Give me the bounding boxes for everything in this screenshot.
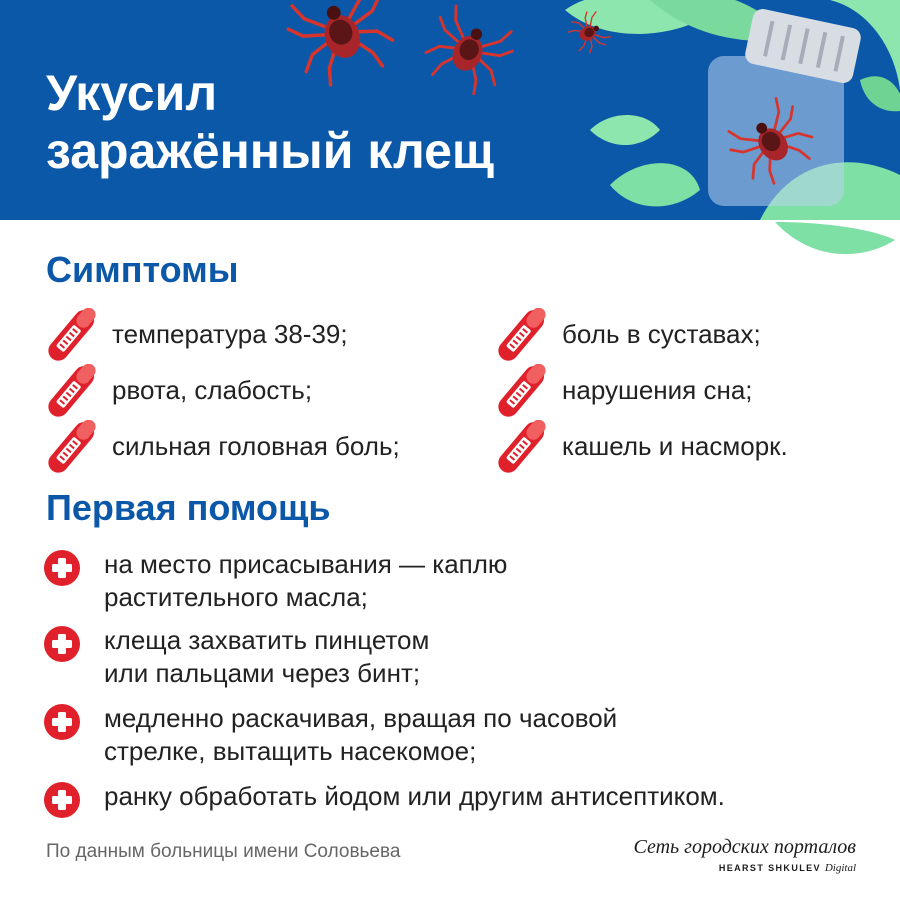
symptom-item <box>44 420 464 476</box>
symptom-item <box>494 420 900 476</box>
first-aid-line: или пальцами через бинт; <box>104 658 421 688</box>
thermometer-icon <box>494 364 554 420</box>
thermometer-icon <box>44 308 104 364</box>
symptom-item <box>494 364 900 420</box>
symptom-item <box>44 364 464 420</box>
first-aid-heading: Первая помощь <box>46 487 331 528</box>
medical-cross-icon <box>44 782 80 818</box>
first-aid-text <box>104 624 429 690</box>
title-line-1: Укусил <box>46 65 218 121</box>
brand-logo <box>633 836 870 880</box>
symptom-item <box>44 308 464 364</box>
brand-subtitle-italic: Digital <box>824 862 856 874</box>
symptom-label: сильная головная боль; <box>112 431 400 461</box>
symptoms-heading: Симптомы <box>46 249 239 290</box>
first-aid-line: медленно раскачивая, вращая по часовой <box>104 703 618 733</box>
brand-subtitle <box>719 862 856 874</box>
first-aid-line: на место присасывания — каплю <box>104 549 508 579</box>
symptom-label: нарушения сна; <box>562 375 753 405</box>
brand-subtitle-bold: HEARST SHKULEV <box>718 863 821 873</box>
medical-cross-icon <box>44 704 80 740</box>
brand-script: Сеть городских порталов <box>633 836 856 858</box>
thermometer-icon <box>494 308 554 364</box>
first-aid-text <box>104 548 507 614</box>
symptom-label: температура 38-39; <box>112 319 348 349</box>
first-aid-text <box>104 780 725 813</box>
first-aid-line: растительного масла; <box>104 582 368 612</box>
symptom-item <box>494 308 900 364</box>
source-note: По данным больницы имени Соловьева <box>46 841 401 862</box>
thermometer-icon <box>494 420 554 476</box>
first-aid-item <box>44 624 874 694</box>
first-aid-item <box>44 702 874 772</box>
first-aid-item <box>44 548 874 618</box>
page-title <box>46 64 606 180</box>
first-aid-line: ранку обработать йодом или другим антисептиком. <box>104 781 725 811</box>
title-line-2: заражённый клещ <box>46 123 495 179</box>
thermometer-icon <box>44 420 104 476</box>
first-aid-line: стрелке, вытащить насекомое; <box>104 736 477 766</box>
first-aid-item <box>44 780 874 820</box>
header-banner <box>0 0 900 220</box>
first-aid-text <box>104 702 617 768</box>
first-aid-line: клеща захватить пинцетом <box>104 625 430 655</box>
thermometer-icon <box>44 364 104 420</box>
symptom-label: кашель и насморк. <box>562 431 788 461</box>
medical-cross-icon <box>44 550 80 586</box>
symptom-label: боль в суставах; <box>562 319 761 349</box>
symptom-label: рвота, слабость; <box>112 375 313 405</box>
medical-cross-icon <box>44 626 80 662</box>
